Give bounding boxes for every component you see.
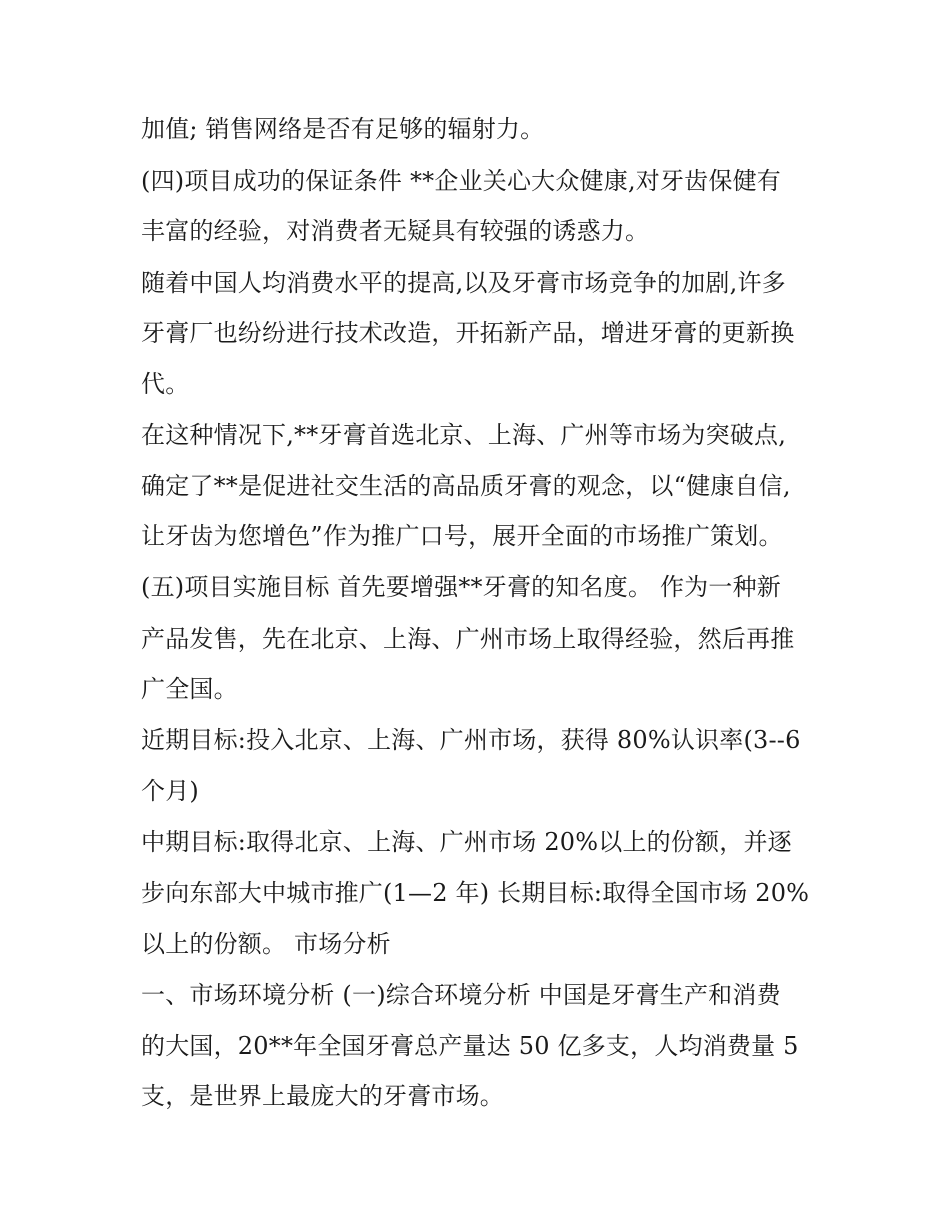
text-line-8: 确定了**是促进社交生活的高品质牙膏的观念，以“健康自信, [141,472,791,500]
text-line-16: 步向东部大中城市推广(1—2 年) 长期目标:取得全国市场 20% [141,879,810,907]
text-line-7: 在这种情况下,**牙膏首选北京、上海、广州等市场为突破点, [141,421,787,449]
text-line-19: 的大国，20**年全国牙膏总产量达 50 亿多支，人均消费量 5 [141,1032,799,1060]
text-line-3: 丰富的经验，对消费者无疑具有较强的诱惑力。 [141,217,650,245]
text-line-13: 近期目标:投入北京、上海、广州市场，获得 80%认识率(3--6 [141,726,801,754]
text-line-17: 以上的份额。 市场分析 [141,930,391,958]
text-line-14: 个月) [141,777,199,805]
text-line-2: (四)项目成功的保证条件 **企业关心大众健康,对牙齿保健有 [141,167,781,195]
text-line-6: 代。 [141,370,190,398]
text-line-20: 支，是世界上最庞大的牙膏市场。 [141,1082,504,1110]
text-line-11: 产品发售，先在北京、上海、广州市场上取得经验，然后再推 [141,625,795,653]
text-line-10: (五)项目实施目标 首先要增强**牙膏的知名度。 作为一种新 [141,573,781,601]
text-line-1: 加值; 销售网络是否有足够的辐射力。 [141,115,545,143]
text-line-15: 中期目标:取得北京、上海、广州市场 20%以上的份额，并逐 [141,828,792,856]
text-line-18: 一、市场环境分析 (一)综合环境分析 中国是牙膏生产和消费 [141,981,781,1009]
text-line-9: 让牙齿为您增色”作为推广口号，展开全面的市场推广策划。 [141,522,783,550]
text-line-4: 随着中国人均消费水平的提高,以及牙膏市场竞争的加剧,许多 [141,269,786,297]
text-line-5: 牙膏厂也纷纷进行技术改造，开拓新产品，增进牙膏的更新换 [141,319,795,347]
text-line-12: 广全国。 [141,675,238,703]
